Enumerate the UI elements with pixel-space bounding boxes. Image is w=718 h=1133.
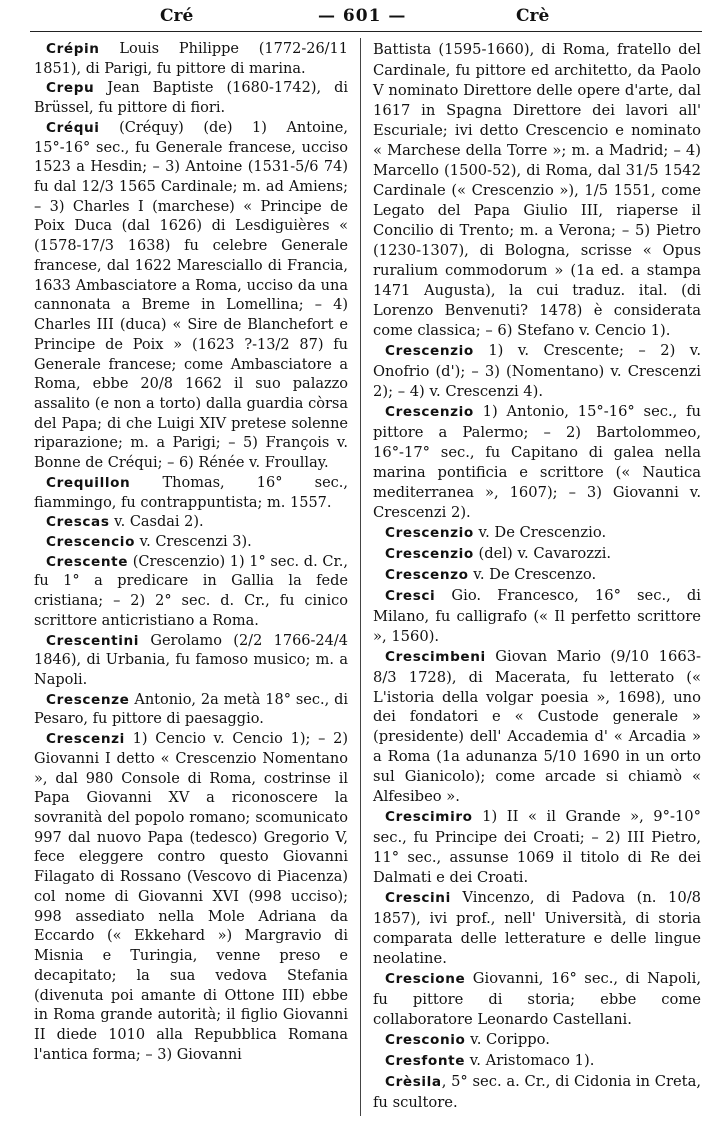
entry-headword: Crescimbeni	[385, 648, 486, 665]
entry-headword: Crescenzio	[385, 545, 474, 562]
dictionary-entry	[373, 1072, 701, 1113]
entry-headword: Cresci	[385, 587, 436, 604]
entry-text: Antonio, 2a metà 18° sec., di Pesaro, fu pittore di paesaggio.	[34, 691, 348, 728]
dictionary-entry	[373, 544, 701, 565]
dictionary-entry	[373, 969, 701, 1030]
entry-headword: Cresconio	[385, 1032, 466, 1049]
dictionary-entry	[34, 119, 348, 474]
entry-text: 1) II « il Grande », 9°-10° sec., fu Principe dei Croati; – 2) III Pietro, 11° sec., assunse 1069 il titolo di Re dei Dalmati e dei Croati.	[373, 808, 701, 887]
entry-text: v. Corippo.	[465, 1031, 550, 1049]
entry-text: , 5° sec. a. Cr., di Cidonia in Creta, fu scultore.	[373, 1073, 701, 1112]
dictionary-entry	[373, 1030, 701, 1051]
entry-headword: Crescas	[46, 514, 110, 531]
entry-text: v. Crescenzi 3).	[135, 533, 252, 550]
entry-text: Thomas, 16° sec., fiammingo, fu contrappuntista; m. 1557.	[34, 474, 348, 511]
dictionary-entry	[373, 402, 701, 523]
entry-headword: Crescenze	[46, 691, 130, 708]
dictionary-entry	[34, 730, 348, 1065]
entry-headword: Crescente	[46, 553, 129, 570]
header-rule	[30, 31, 702, 32]
column-divider	[360, 38, 361, 1116]
dictionary-entry	[34, 40, 348, 79]
entry-headword: Crescenzio	[385, 403, 474, 420]
entry-headword: Crepu	[46, 80, 95, 97]
dictionary-entry	[34, 474, 348, 513]
entry-text: Giovanni, 16° sec., di Napoli, fu pittore di storia; ebbe come collaboratore Leonardo Castellani.	[373, 970, 701, 1029]
entry-text: Louis Philippe (1772-26/11 1851), di Parigi, fu pittore di marina.	[34, 41, 348, 77]
entry-text: v. Aristomaco 1).	[465, 1052, 595, 1070]
dictionary-entry	[373, 586, 701, 647]
entry-headword: Créqui	[46, 119, 100, 136]
entry-text: (Créquy) (de) 1) Antoine, 15°-16° sec., fu Generale francese, ucciso 1523 a Hesdin; – 3) Antoine (1531-5/6 74) fu dal 12/3 1565 Cardinale; m. ad Amiens; – 3) Charles I (marchese) « Principe de Poix Duca (dal 1626) di Lesdiguières « (1578-17/3 1638) fu celebre Generale francese, dal 1622 Maresciallo di Francia, 1633 Ambasciatore a Roma, ucciso da una cannonata a Breme in Lomellina; – 4) Charles III (duca) « Sire de Blanchefort e Principe de Poix » (1623 ?-13/2 87) fu Generale francese; come Ambasciatore a Roma, ebbe 20/8 1662 il suo palazzo assalito (e non a torto) dalla guardia còrsa del Papa; di che Luigi XIV pretese solenne riparazione; m. a Parigi; – 5) François v. Bonne de Créqui; – 6) Rénée v. Froullay.	[34, 119, 348, 472]
entry-text: Vincenzo, di Padova (n. 10/8 1857), ivi prof., nell' Università, di storia comparata delle letterature e delle lingue neolatine.	[373, 889, 701, 968]
entry-text: 1) v. Crescente; – 2) v. Onofrio (d'); – 3) (Nomentano) v. Crescenzi 2); – 4) v. Crescenzi 4).	[373, 341, 701, 400]
entry-text: (Crescenzio) 1) 1° sec. d. Cr., fu 1° a predicare in Gallia la fede cristiana; – 2) 2° sec. d. Cr., fu cinico scrittore anticristiano a Roma.	[34, 553, 348, 629]
page-header	[0, 0, 718, 30]
dictionary-entry	[373, 1051, 701, 1072]
entry-text: v. De Crescenzio.	[473, 523, 607, 541]
header-left-keyword: Cré	[160, 6, 194, 26]
dictionary-entry	[34, 533, 348, 553]
entry-headword: Crescenzio	[385, 524, 474, 541]
entry-headword: Crépin	[46, 41, 100, 57]
entry-headword: Crescenzo	[385, 566, 469, 583]
entry-headword: Crescenzi	[46, 731, 125, 748]
entry-headword: Crescentini	[46, 632, 140, 649]
entry-headword: Crescini	[385, 890, 451, 907]
dictionary-entry	[373, 647, 701, 808]
dictionary-entry	[34, 513, 348, 533]
page-number: — 601 —	[318, 6, 407, 26]
entry-text: v. De Crescenzo.	[468, 565, 597, 583]
entry-text: Gio. Francesco, 16° sec., di Milano, fu calligrafo (« Il perfetto scrittore », 1560).	[373, 586, 701, 645]
dictionary-entry	[373, 565, 701, 586]
entry-text: v. Casdai 2).	[109, 514, 204, 531]
right-column	[373, 40, 701, 1113]
entry-headword: Crescione	[385, 971, 466, 988]
dictionary-entry	[373, 40, 701, 341]
dictionary-entry	[34, 632, 348, 691]
entry-headword: Crequillon	[46, 474, 131, 491]
entry-text: Giovan Mario (9/10 1663-8/3 1728), di Macerata, fu letterato (« L'istoria della volgar poesia », 1698), uno dei fondatori e « Custode generale » (presidente) dell' Accademia d' « Arcadia » a Roma (1a adunanza 5/10 1690 in un orto sul Gianicolo); come arcade si chiamò « Alfesibeo ».	[373, 647, 701, 806]
entry-headword: Crescimiro	[385, 809, 473, 826]
entry-text: Battista (1595-1660), di Roma, fratello del Cardinale, fu pittore ed architetto, da Paolo V nominato Direttore delle opere d'arte, dal 1617 in Spagna Direttore dei lavori all' Escuriale; ivi detto Crescencio e nominato « Marchese della Torre »; m. a Madrid; – 4) Marcello (1500-52), di Roma, dal 31/5 1542 Cardinale (« Crescenzio »), 1/5 1551, come Legato del Papa Giulio III, riaperse il Concilio di Trento; m. a Verona; – 5) Pietro (1230-1307), di Bologna, scrisse « Opus ruralium commodorum » (1a ed. a stampa 1471 Augusta), la cui traduz. ital. (di Lorenzo Benvenuti? 1478) è considerata come classica; – 6) Stefano v. Cencio 1).	[373, 41, 701, 339]
entry-text: 1) Antonio, 15°-16° sec., fu pittore a Palermo; – 2) Bartolommeo, 16°-17° sec., fu Capitano di galea nella marina pontificia e scrittore (« Nautica mediterranea », 1607); – 3) Giovanni v. Crescenzi 2).	[373, 402, 701, 521]
entry-text: 1) Cencio v. Cencio 1); – 2) Giovanni I detto « Crescenzio Nomentano », dal 980 Console di Roma, costrinse il Papa Giovanni XV a riconoscere la sovranità del popolo romano; scomunicato 997 dal nuovo Papa (tedesco) Gregorio V, fece eleggere contro questo Giovanni Filagato di Rossano (Vescovo di Piacenza) col nome di Giovanni XVI (998 ucciso); 998 assediato nella Mole Adriana da Eccardo (« Ekkehard ») Margravio di Misnia e Turingia, venne preso e decapitato; la sua vedova Stefania (divenuta poi amante di Ottone III) ebbe in Roma grande autorità; il figlio Giovanni II diede 1010 alla Repubblica Romana l'antica forma; – 3) Giovanni	[34, 731, 348, 1063]
entry-headword: Crèsila	[385, 1074, 442, 1091]
entry-headword: Crescenzio	[385, 342, 474, 359]
dictionary-entry	[34, 691, 348, 730]
dictionary-entry	[34, 553, 348, 632]
dictionary-entry	[34, 79, 348, 118]
header-right-keyword: Crè	[516, 6, 550, 26]
dictionary-entry	[373, 523, 701, 544]
entry-text: Gerolamo (2/2 1766-24/4 1846), di Urbania, fu famoso musico; m. a Napoli.	[34, 632, 348, 688]
entry-text: (del) v. Cavarozzi.	[473, 544, 612, 562]
entry-headword: Crescencio	[46, 533, 136, 550]
dictionary-entry	[373, 888, 701, 969]
left-column	[34, 40, 348, 1065]
dictionary-entry	[373, 807, 701, 888]
entry-headword: Cresfonte	[385, 1053, 466, 1070]
entry-text: Jean Baptiste (1680-1742), di Brüssel, fu pittore di fiori.	[34, 80, 348, 117]
dictionary-entry	[373, 341, 701, 402]
